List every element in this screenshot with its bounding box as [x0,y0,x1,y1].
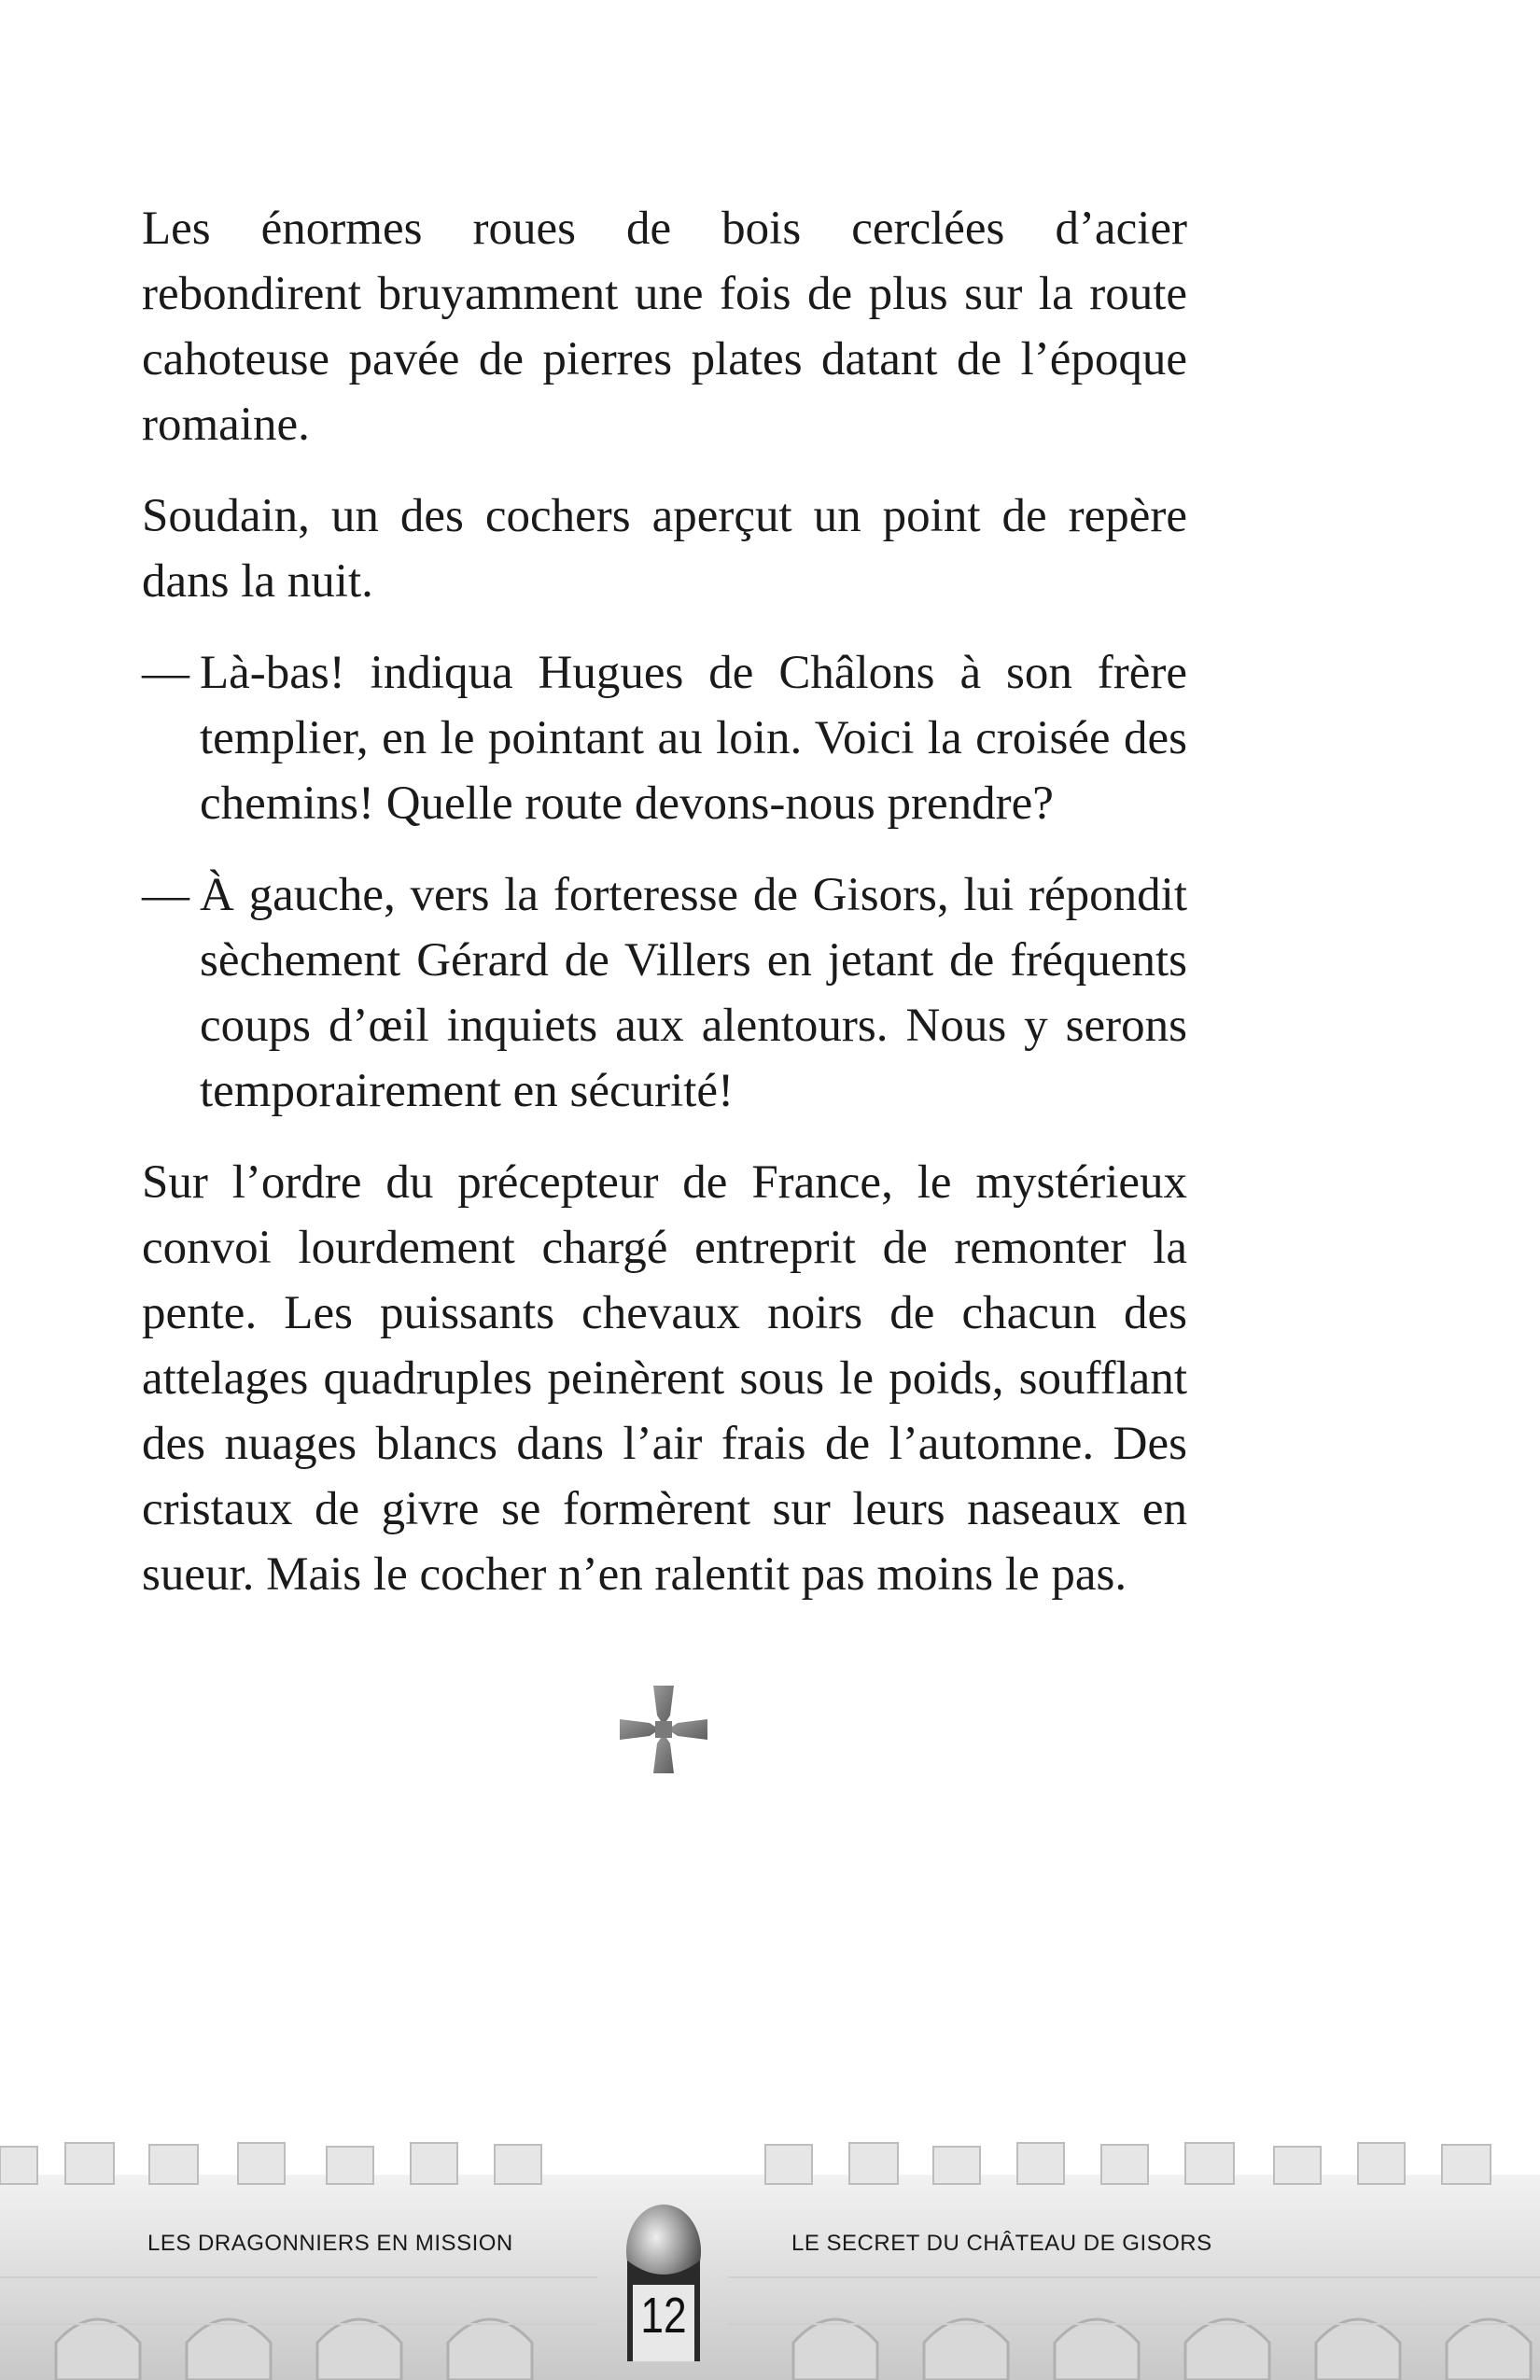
dialogue-line-2 [142,862,1187,1124]
dialogue-line-1 [142,640,1187,836]
chapter-text [142,196,1187,1633]
dialogue-text-1: Là-bas! indiqua Hugues de Châlons à son frère templier, en le pointant au loin. Voici la croisée des chemins! Quelle route devons-nous prendre? [200,647,1187,830]
paragraph-3: Sur l’ordre du précepteur de France, le mystérieux convoi lourdement chargé entreprit de remonter la pente. Les puissants chevaux noirs de chacun des attelages quadruples peinèrent sous le poids, soufflant des nuages blancs dans l’air frais de l’automne. Des cristaux de givre se formèrent sur leurs naseaux en sueur. Mais le cocher n’en ralentit pas moins le pas. [142,1156,1187,1601]
page-number: 12 [640,2288,687,2344]
dialogue-dash: — [142,869,189,921]
series-title: LES DRAGONNIERS EN MISSION [147,2231,513,2256]
footer [0,2137,1540,2380]
paragraph-1: Les énormes roues de bois cerclées d’acier rebondirent bruyamment une fois de plus sur la route cahoteuse pavée de pierres plates datant de l’époque romaine. [142,203,1187,451]
castle-wall-decoration [0,2137,1540,2380]
book-title: LE SECRET DU CHÂTEAU DE GISORS [791,2231,1212,2256]
dialogue-text-2: À gauche, vers la forteresse de Gisors, lui répondit sèchement Gérard de Villers en jetant de fréquents coups d’œil inquiets aux alentours. Nous y serons temporairement en sécurité! [200,869,1187,1117]
dialogue-dash: — [142,647,189,699]
templar-cross-icon [614,1680,713,1779]
paragraph-2: Soudain, un des cochers aperçut un point de repère dans la nuit. [142,490,1187,608]
